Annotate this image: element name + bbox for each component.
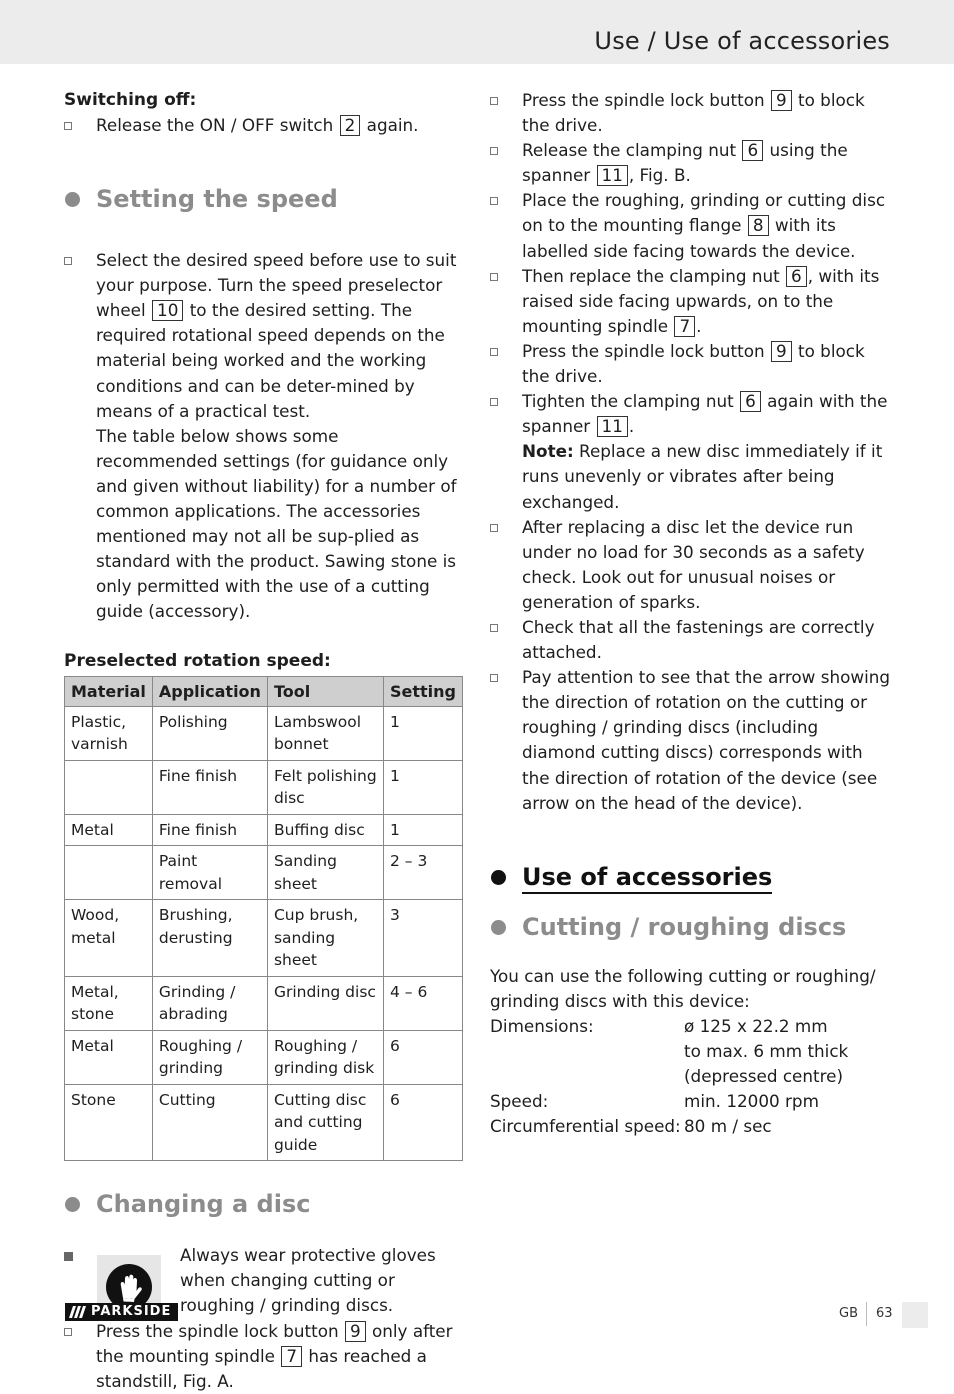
ref-box: 7 [281,1346,302,1367]
disc-step-9: Check that all the fastenings are correctly attached. [490,615,895,665]
table-row [65,760,463,814]
table-cell: Grinding disc [267,976,383,1030]
note-label: Note: [522,441,574,462]
table-cell: Stone [65,1084,153,1161]
table-cell: Wood, metal [65,900,153,977]
changing-disc-title: Changing a disc [64,1189,464,1219]
column-header: Application [152,676,267,706]
disc-step-8: After replacing a disc let the device run under no load for 30 seconds as a safety check. Look out for unusual noises or generation of sparks. [490,515,895,615]
ref-box: 6 [742,140,763,161]
bullet-dot-icon [491,870,506,885]
note: Note: Replace a new disc immediately if it runs unevenly or vibrates after being exchanged. [522,441,883,512]
table-cell: 1 [384,814,463,846]
setting-speed-text: Select the desired speed before use to suit your purpose. Turn the speed preselector wheel 10 to the desired setting. The required rotational speed depends on the material being worked and the working conditions and can be deter-mined by means of a practical test. The table below shows some recommended settings (for guidance only and given without liability) for a number of common applications. The accessories mentioned may not all be sup-plied as standard with the product. Sawing stone is only permitted with the use of a cutting guide (accessory). [64,248,464,624]
table-row [65,900,463,977]
table-cell: 3 [384,900,463,977]
table-cell: 1 [384,706,463,760]
table-row [65,1030,463,1084]
table-row [65,846,463,900]
checkbox-bullet-icon [490,348,498,356]
ref-box: 9 [345,1321,366,1342]
checkbox-bullet-icon [490,97,498,105]
table-cell [65,846,153,900]
checkbox-bullet-icon [490,197,498,205]
setting-speed-paragraph-2: The table below shows some recommended settings (for guidance only and given without liability) for a number of common applications. The accessories mentioned may not all be sup-plied as standard with the product. Sawing stone is only permitted with the use of a cutting guide (accessory). [96,425,457,622]
table-cell: Cutting disc and cutting guide [267,1084,383,1161]
use-of-accessories-title: Use of accessories [490,862,895,892]
checkbox-bullet-icon [490,674,498,682]
table-cell: 2 – 3 [384,846,463,900]
page-header [0,0,954,64]
table-heading: Preselected rotation speed: [64,650,331,671]
disc-step-7: Tighten the clamping nut 6 again with the spanner 11 . Note: Replace a new disc immediately if it runs unevenly or vibrates after being exchanged. [490,389,895,514]
table-cell: 4 – 6 [384,976,463,1030]
spec-dimensions: Dimensions: ø 125 x 22.2 mm to max. 6 mm thick (depressed centre) [490,1015,849,1086]
table-cell: Polishing [152,706,267,760]
column-header: Material [65,676,153,706]
switching-off-heading: Switching off: [64,90,197,110]
checkbox-bullet-icon [490,398,498,406]
disc-step-3: Release the clamping nut 6 using the spanner 11 , Fig. B. [490,138,895,188]
bullet-dot-icon [65,192,80,207]
accessories-intro: You can use the following cutting or roughing/ grinding discs with this device: [490,965,876,1011]
table-cell: Brushing, derusting [152,900,267,977]
left-column [64,88,464,1394]
table-row [65,814,463,846]
table-row [65,706,463,760]
disc-step-5: Then replace the clamping nut 6 , with its raised side facing upwards, on to the mounting spindle 7 . [490,264,895,339]
table-cell: Lambswool bonnet [267,706,383,760]
square-bullet-icon [64,1252,73,1261]
disc-step-2: Press the spindle lock button 9 to block the drive. [490,88,895,138]
page-number: 63 [876,1306,893,1321]
table-cell: Felt polishing disc [267,760,383,814]
bullet-dot-icon [65,1197,80,1212]
table-cell: Cup brush, sanding sheet [267,900,383,977]
table-cell: Metal, stone [65,976,153,1030]
footer-divider [866,1302,867,1326]
speed-table [64,676,463,1162]
ref-box: 9 [771,341,792,362]
bullet-dot-icon [491,920,506,935]
ref-box: 6 [786,266,807,287]
logo-stripes-icon [69,1306,87,1318]
table-cell [65,760,153,814]
table-cell: Buffing disc [267,814,383,846]
checkbox-bullet-icon [490,147,498,155]
table-cell: Roughing / grinding [152,1030,267,1084]
ref-box: 8 [748,215,769,236]
switching-off-item: Release the ON / OFF switch 2 again. [64,113,464,138]
changing-disc-step-1: Press the spindle lock button 9 only after the mounting spindle 7 has reached a standstill, Fig. A. [64,1319,464,1394]
page-tab-marker [902,1302,928,1328]
table-cell: Grinding / abrading [152,976,267,1030]
disc-step-10: Pay attention to see that the arrow showing the direction of rotation on the cutting or roughing / grinding discs (including diamond cutting discs) corresponds with the direction of rotation of the device (see arrow on the head of the device). [490,665,895,816]
ref-box: 7 [674,316,695,337]
ref-box: 2 [340,115,361,136]
checkbox-bullet-icon [64,122,72,130]
setting-speed-title: Setting the speed [64,184,464,214]
disc-step-6: Press the spindle lock button 9 to block the drive. [490,339,895,389]
table-cell: Paint removal [152,846,267,900]
checkbox-bullet-icon [490,624,498,632]
gloves-warning: Always wear protective gloves when changing cutting or roughing / grinding discs. [64,1243,464,1319]
checkbox-bullet-icon [490,524,498,532]
ref-box: 11 [597,416,628,437]
table-cell: 6 [384,1084,463,1161]
ref-box: 6 [740,391,761,412]
right-column [490,88,895,1139]
table-cell: Metal [65,814,153,846]
table-cell: Sanding sheet [267,846,383,900]
checkbox-bullet-icon [490,273,498,281]
checkbox-bullet-icon [64,1328,72,1336]
table-cell: 6 [384,1030,463,1084]
table-cell: Cutting [152,1084,267,1161]
parkside-logo: PARKSIDE [65,1303,178,1321]
ref-box: 11 [597,165,628,186]
spec-circumferential-speed: Circumferential speed: 80 m / sec [490,1115,772,1136]
table-cell: Fine finish [152,814,267,846]
table-cell: Fine finish [152,760,267,814]
language-code: GB [839,1306,858,1321]
table-row [65,976,463,1030]
table-header-row [65,676,463,706]
checkbox-bullet-icon [64,257,72,265]
disc-step-4: Place the roughing, grinding or cutting disc on to the mounting flange 8 with its labelled side facing towards the device. [490,188,895,263]
cutting-discs-title: Cutting / roughing discs [490,912,895,942]
ref-box: 10 [152,300,183,321]
table-row [65,1084,463,1161]
table-cell: Roughing / grinding disk [267,1030,383,1084]
table-cell: Metal [65,1030,153,1084]
table-cell: 1 [384,760,463,814]
column-header: Tool [267,676,383,706]
spec-speed: Speed: min. 12000 rpm [490,1090,819,1111]
ref-box: 9 [771,90,792,111]
table-cell: Plastic, varnish [65,706,153,760]
page-title: Use / Use of accessories [594,27,890,55]
column-header: Setting [384,676,463,706]
